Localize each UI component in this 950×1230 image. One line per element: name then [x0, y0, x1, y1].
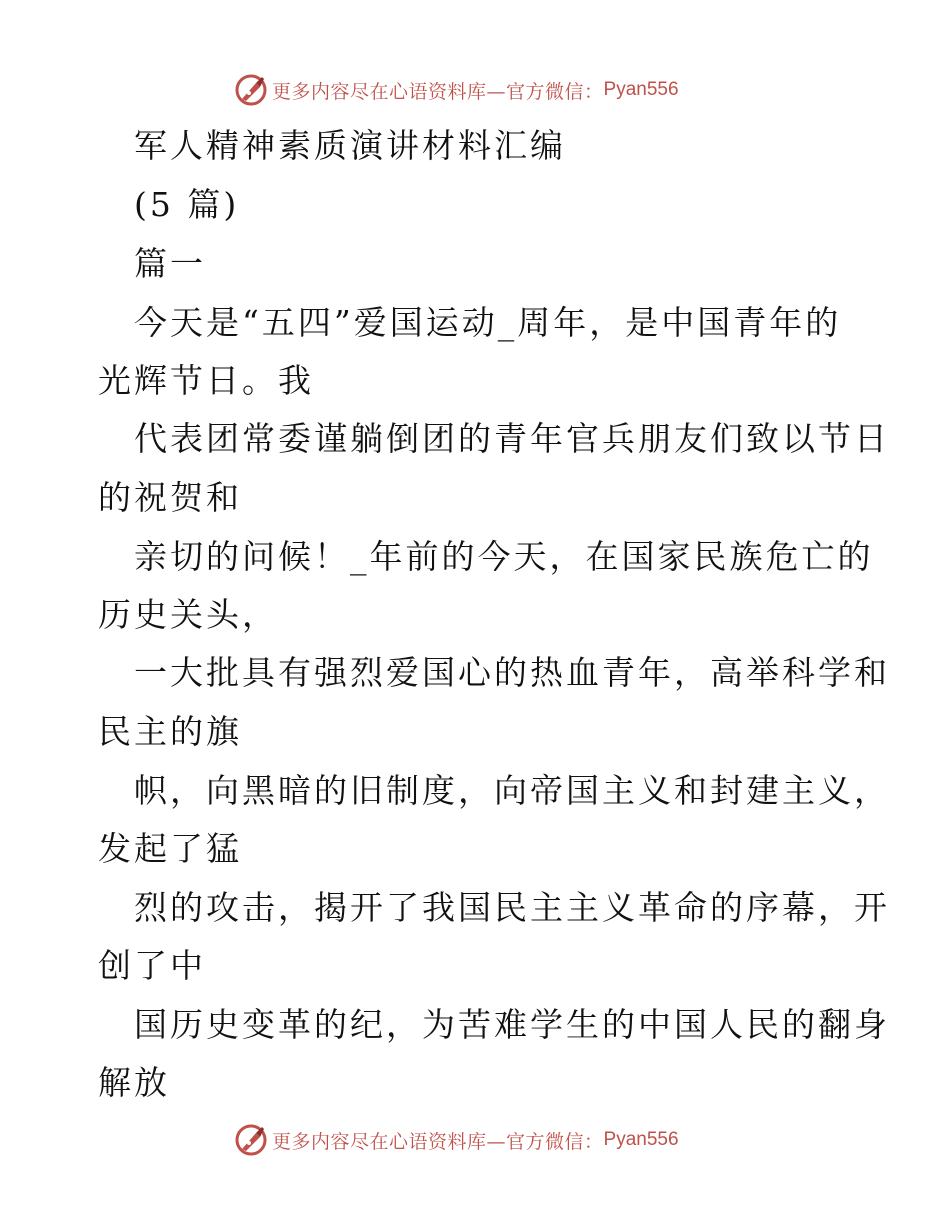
pen-nib-seal-icon [234, 1123, 268, 1157]
header-watermark [234, 73, 679, 107]
paragraph-line: 代表团常委谨躺倒团的青年官兵朋友们致以节日 [134, 419, 890, 458]
paragraph-line: 国历史变革的纪，为苦难学生的中国人民的翻身 [134, 1005, 890, 1044]
paragraph-line: 帜，向黑暗的旧制度，向帝国主义和封建主义， [134, 771, 890, 810]
paragraph-line: 光辉节日。我 [98, 361, 314, 400]
pen-nib-seal-icon [234, 73, 268, 107]
document-subtitle: (5 篇) [134, 185, 240, 224]
watermark-wechat-id: Pyan556 [603, 1129, 679, 1150]
paragraph-line: 今天是“五四”爱国运动_周年，是中国青年的 [134, 303, 842, 342]
watermark-text: 更多内容尽在心语资料库—官方微信： [272, 80, 604, 103]
document-title: 军人精神素质演讲材料汇编 [134, 126, 566, 165]
paragraph-line: 民主的旗 [98, 712, 242, 751]
paragraph-line: 一大批具有强烈爱国心的热血青年，高举科学和 [134, 653, 890, 692]
paragraph-line: 创了中 [98, 946, 206, 985]
paragraph-line: 历史关头， [98, 595, 278, 634]
paragraph-line: 烈的攻击，揭开了我国民主主义革命的序幕，开 [134, 888, 890, 927]
watermark-text: 更多内容尽在心语资料库—官方微信： [272, 1130, 604, 1153]
paragraph-line: 解放 [98, 1063, 170, 1102]
footer-watermark [234, 1123, 679, 1157]
paragraph-line: 的祝贺和 [98, 478, 242, 517]
watermark-wechat-id: Pyan556 [603, 79, 679, 100]
paragraph-line: 发起了猛 [98, 829, 242, 868]
paragraph-line: 亲切的问候！_年前的今天，在国家民族危亡的 [134, 537, 874, 576]
section-heading: 篇一 [134, 244, 206, 283]
